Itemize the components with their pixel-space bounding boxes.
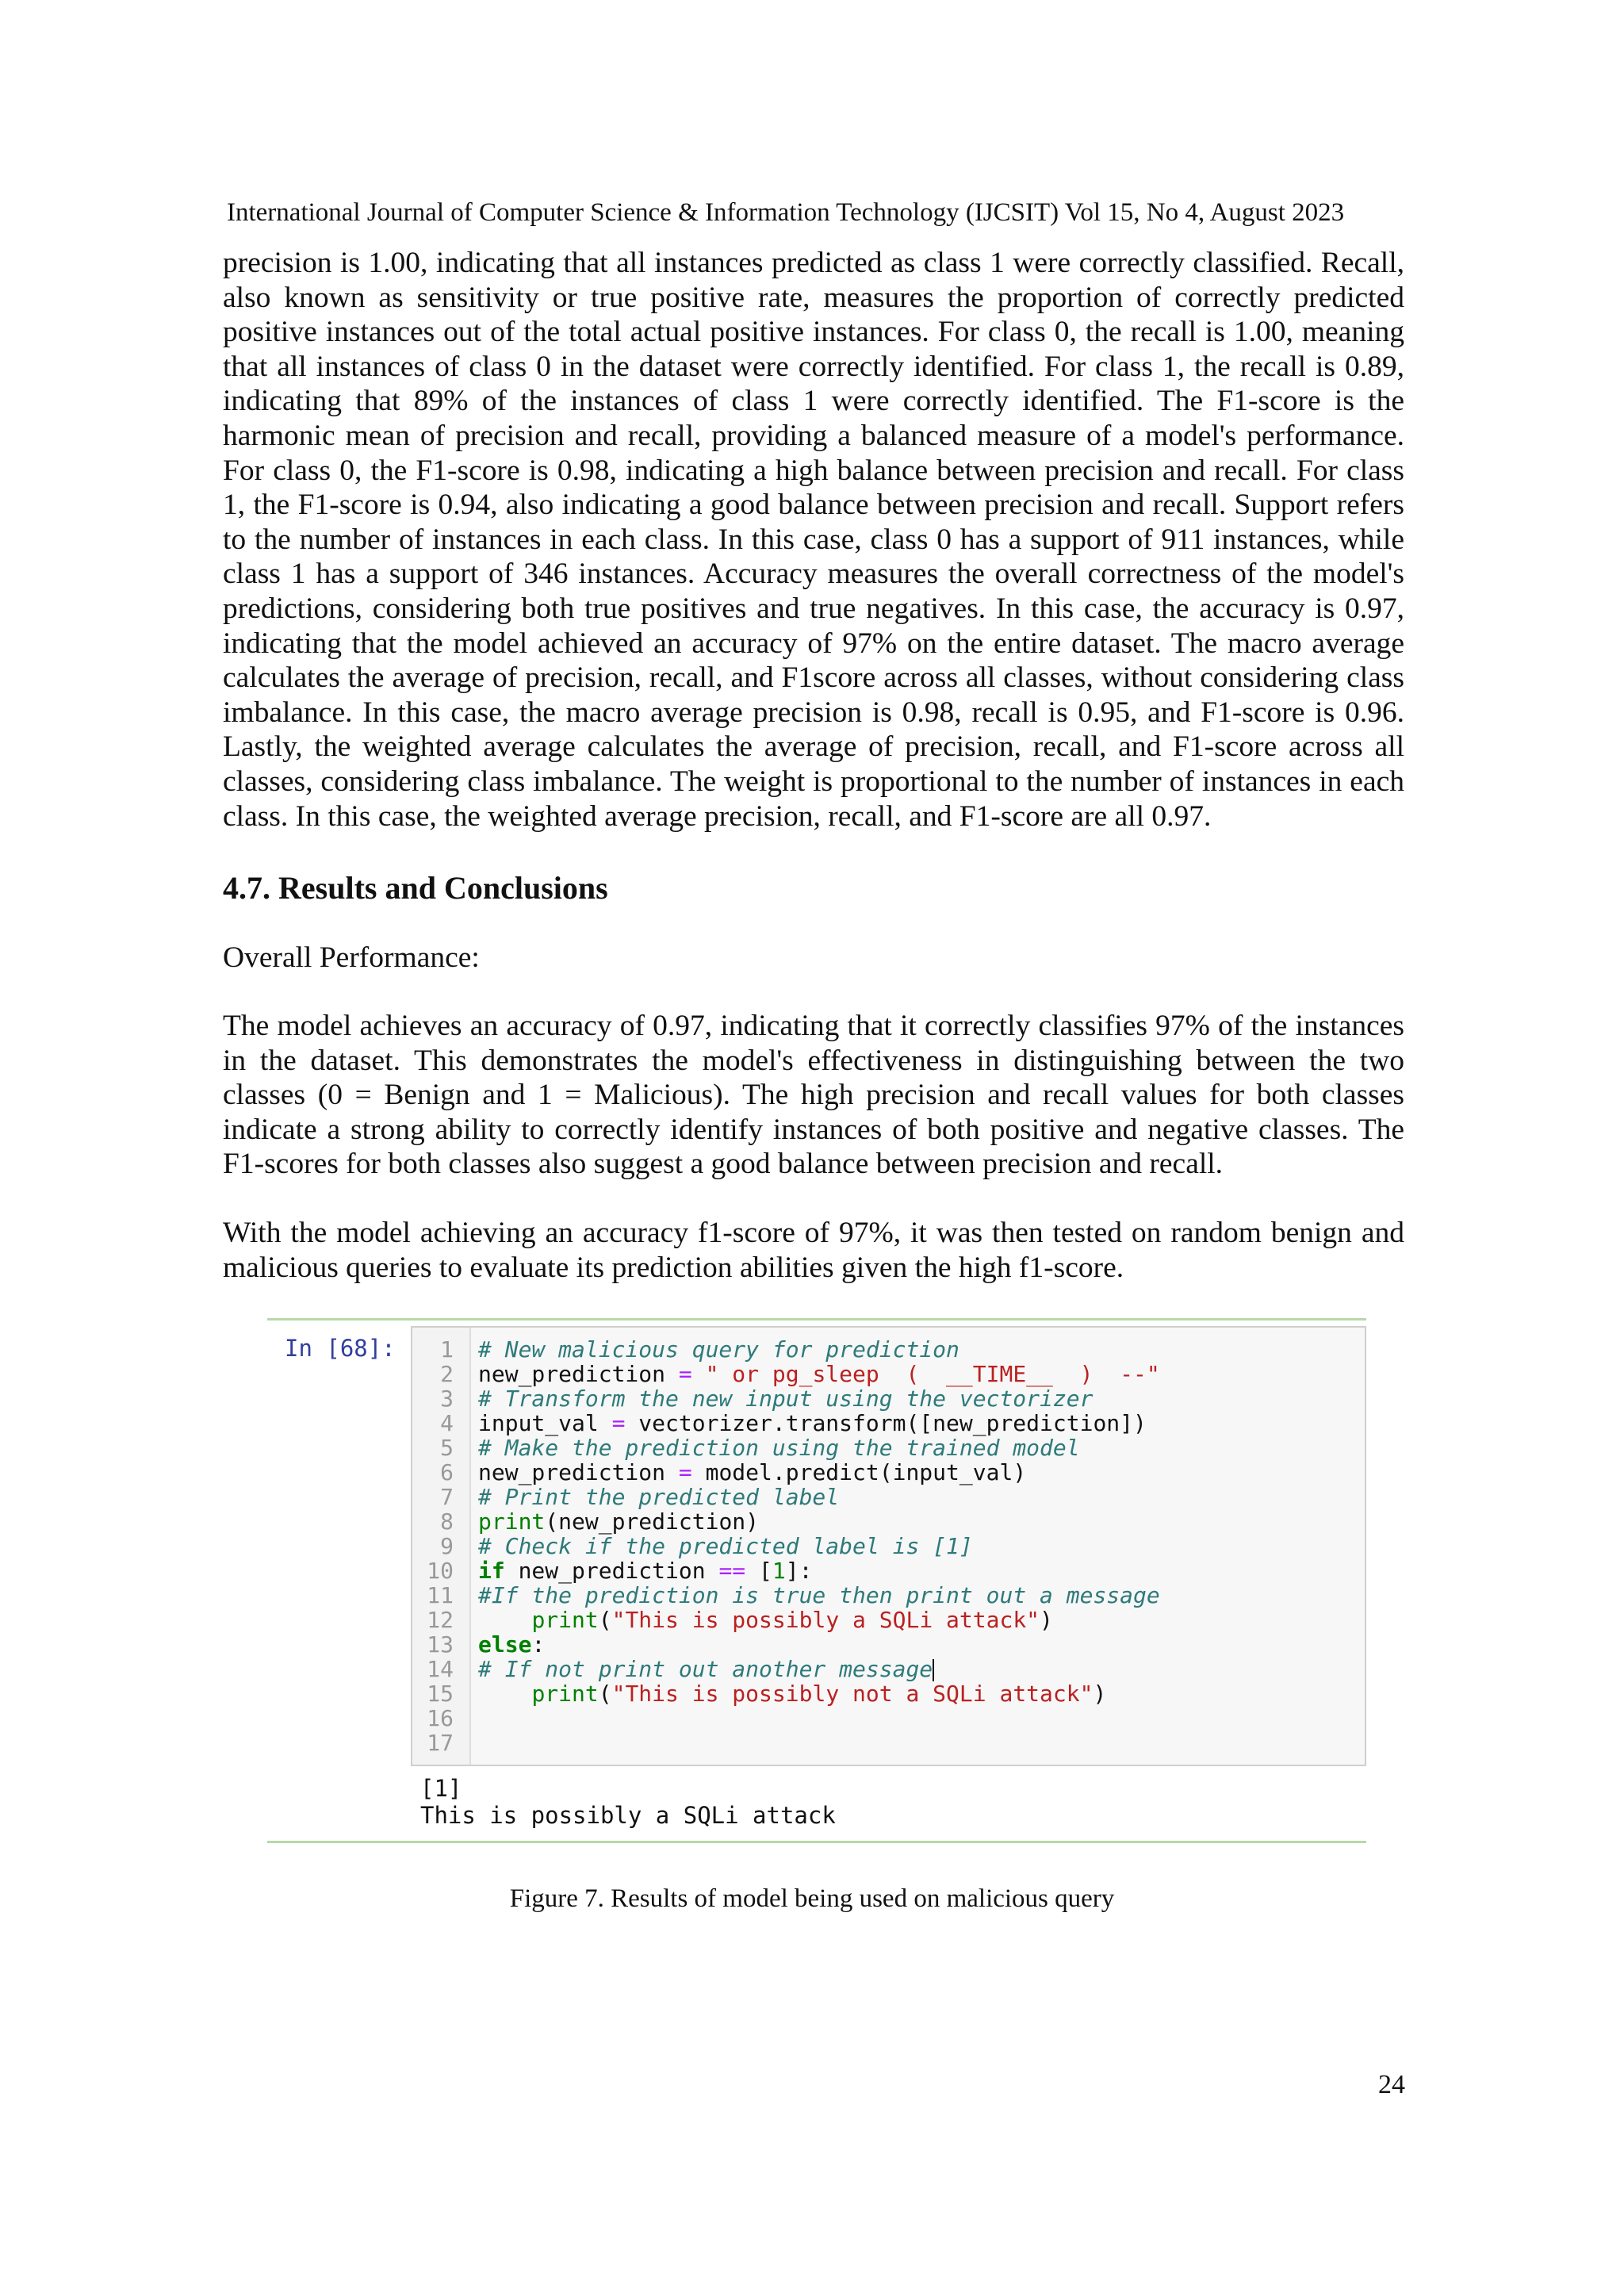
code-comment: # Check if the predicted label is [1] [478,1533,973,1559]
code-source [478,1632,545,1657]
line-number: 2 [440,1361,454,1387]
code-comment: #If the prediction is true then print out a message [478,1582,1160,1608]
code-source [478,1558,812,1583]
code-token: model.predict(input_val) [691,1459,1027,1485]
line-number: 11 [427,1582,454,1608]
line-number: 14 [427,1656,454,1682]
code-operator: == [718,1558,746,1584]
code-token: input_val [478,1410,612,1436]
code-token: vectorizer.transform([new_prediction]) [625,1410,1147,1436]
running-header: International Journal of Computer Science & Information Technology (IJCSIT) Vol 15, No 4, August 2023 [227,198,1345,227]
code-operator: = [678,1459,692,1485]
body-paragraph-metrics: precision is 1.00, indicating that all instances predicted as class 1 were correctly classified. Recall, also known as sensitivity or true positive rate, measures the proportion of correctly predicted positive instances out of the total actual positive instances. For class 0, the recall is 1.00, meaning that all instances of class 0 in the dataset were correctly identified. For class 1, the recall is 0.89, indicating that 89% of the instances of class 1 were correctly identified. The F1-score is the harmonic mean of precision and recall, providing a balanced measure of a model's performance. For class 0, the F1-score is 0.98, indicating a high balance between precision and recall. For class 1, the F1-score is 0.94, also indicating a good balance between precision and recall. Support refers to the number of instances in each class. In this case, class 0 has a support of 911 instances, while class 1 has a support of 346 instances. Accuracy measures the overall correctness of the model's predictions, considering both true positives and true negatives. In this case, the accuracy is 0.97, indicating that the model achieved an accuracy of 97% on the entire dataset. The macro average calculates the average of precision, recall, and F1score across all classes, without considering class imbalance. In this case, the macro average precision is 0.98, recall is 0.95, and F1-score is 0.96. Lastly, the weighted average calculates the average of precision, recall, and F1-score across all classes, considering class imbalance. The weight is proportional to the number of instances in each class. In this case, the weighted average precision, recall, and F1-score are all 0.97. [223,247,1404,833]
code-token: new_prediction [478,1361,679,1387]
code-token [478,1681,531,1707]
code-string: "This is possibly a SQLi attack" [611,1607,1040,1633]
line-number: 17 [427,1730,454,1756]
code-token: ( [598,1681,612,1707]
code-token: ) [1040,1607,1053,1633]
text-cursor [933,1659,934,1681]
code-source [478,1337,959,1362]
code-builtin: print [531,1681,599,1707]
line-number: 6 [440,1459,454,1485]
subheading-overall-performance: Overall Performance: [223,941,480,974]
line-number: 5 [440,1435,454,1461]
code-cell [411,1326,1366,1766]
notebook-cell-bottom-border [267,1841,1366,1843]
line-number: 12 [427,1607,454,1633]
code-builtin: print [531,1607,599,1633]
code-comment: # Print the predicted label [478,1484,840,1510]
code-source [478,1411,1147,1435]
code-comment: # New malicious query for prediction [478,1336,959,1363]
code-source [478,1583,1160,1608]
output-line-1: [1] [420,1775,462,1802]
code-token: ( [598,1607,612,1633]
section-heading: 4.7. Results and Conclusions [223,870,608,906]
code-source [478,1509,759,1534]
code-source [478,1681,1106,1706]
line-number: 16 [427,1705,454,1731]
line-number: 3 [440,1386,454,1412]
code-token: new_prediction [504,1558,719,1584]
body-paragraph-performance: The model achieves an accuracy of 0.97, indicating that it correctly classifies 97% of the instances in the dataset. This demonstrates the model's effectiveness in distinguishing between the two classes (0 = Benign and 1 = Malicious). The high precision and recall values for both classes indicate a strong ability to correctly identify instances of both positive and negative classes. The F1-scores for both classes also suggest a good balance between precision and recall. [223,1010,1404,1181]
line-number: 9 [440,1533,454,1559]
code-string: " or pg_sleep ( __TIME__ ) --" [691,1361,1160,1387]
code-token: ]: [785,1558,813,1584]
line-number: 10 [427,1558,454,1584]
code-token: new_prediction [478,1459,679,1485]
cell-prompt: In [68]: [285,1335,396,1362]
code-number: 1 [772,1558,786,1584]
line-number: 1 [440,1336,454,1363]
line-number: 4 [440,1410,454,1436]
code-comment: # If not print out another message [478,1656,933,1682]
line-number: 8 [440,1508,454,1535]
page-number: 24 [1378,2070,1405,2099]
code-source [478,1386,1093,1411]
code-operator: = [611,1410,626,1436]
code-token [478,1607,531,1633]
code-comment: # Make the prediction using the trained model [478,1435,1080,1461]
code-source [478,1534,973,1558]
code-keyword: else [478,1631,532,1658]
figure-caption: Figure 7. Results of model being used on malicious query [509,1884,1115,1913]
code-builtin: print [478,1508,546,1535]
code-token: [ [745,1558,772,1584]
code-source [478,1362,1160,1386]
line-number: 15 [427,1681,454,1707]
code-comment: # Transform the new input using the vectorizer [478,1386,1094,1412]
notebook-cell-top-border [267,1318,1366,1320]
line-number: 13 [427,1631,454,1658]
code-source [478,1485,839,1509]
code-token: (new_prediction) [545,1508,760,1535]
code-string: "This is possibly not a SQLi attack" [611,1681,1094,1707]
code-operator: = [678,1361,692,1387]
code-source [478,1435,1080,1460]
body-paragraph-testing: With the model achieving an accuracy f1-score of 97%, it was then tested on random benign and malicious queries to evaluate its prediction abilities given the high f1-score. [223,1217,1404,1284]
code-token: : [531,1631,546,1658]
code-source [478,1657,934,1681]
line-number: 7 [440,1484,454,1510]
code-token: ) [1093,1681,1107,1707]
output-line-2: This is possibly a SQLi attack [420,1802,836,1829]
code-keyword: if [478,1558,505,1584]
code-source [478,1608,1053,1632]
code-source [478,1460,1026,1485]
